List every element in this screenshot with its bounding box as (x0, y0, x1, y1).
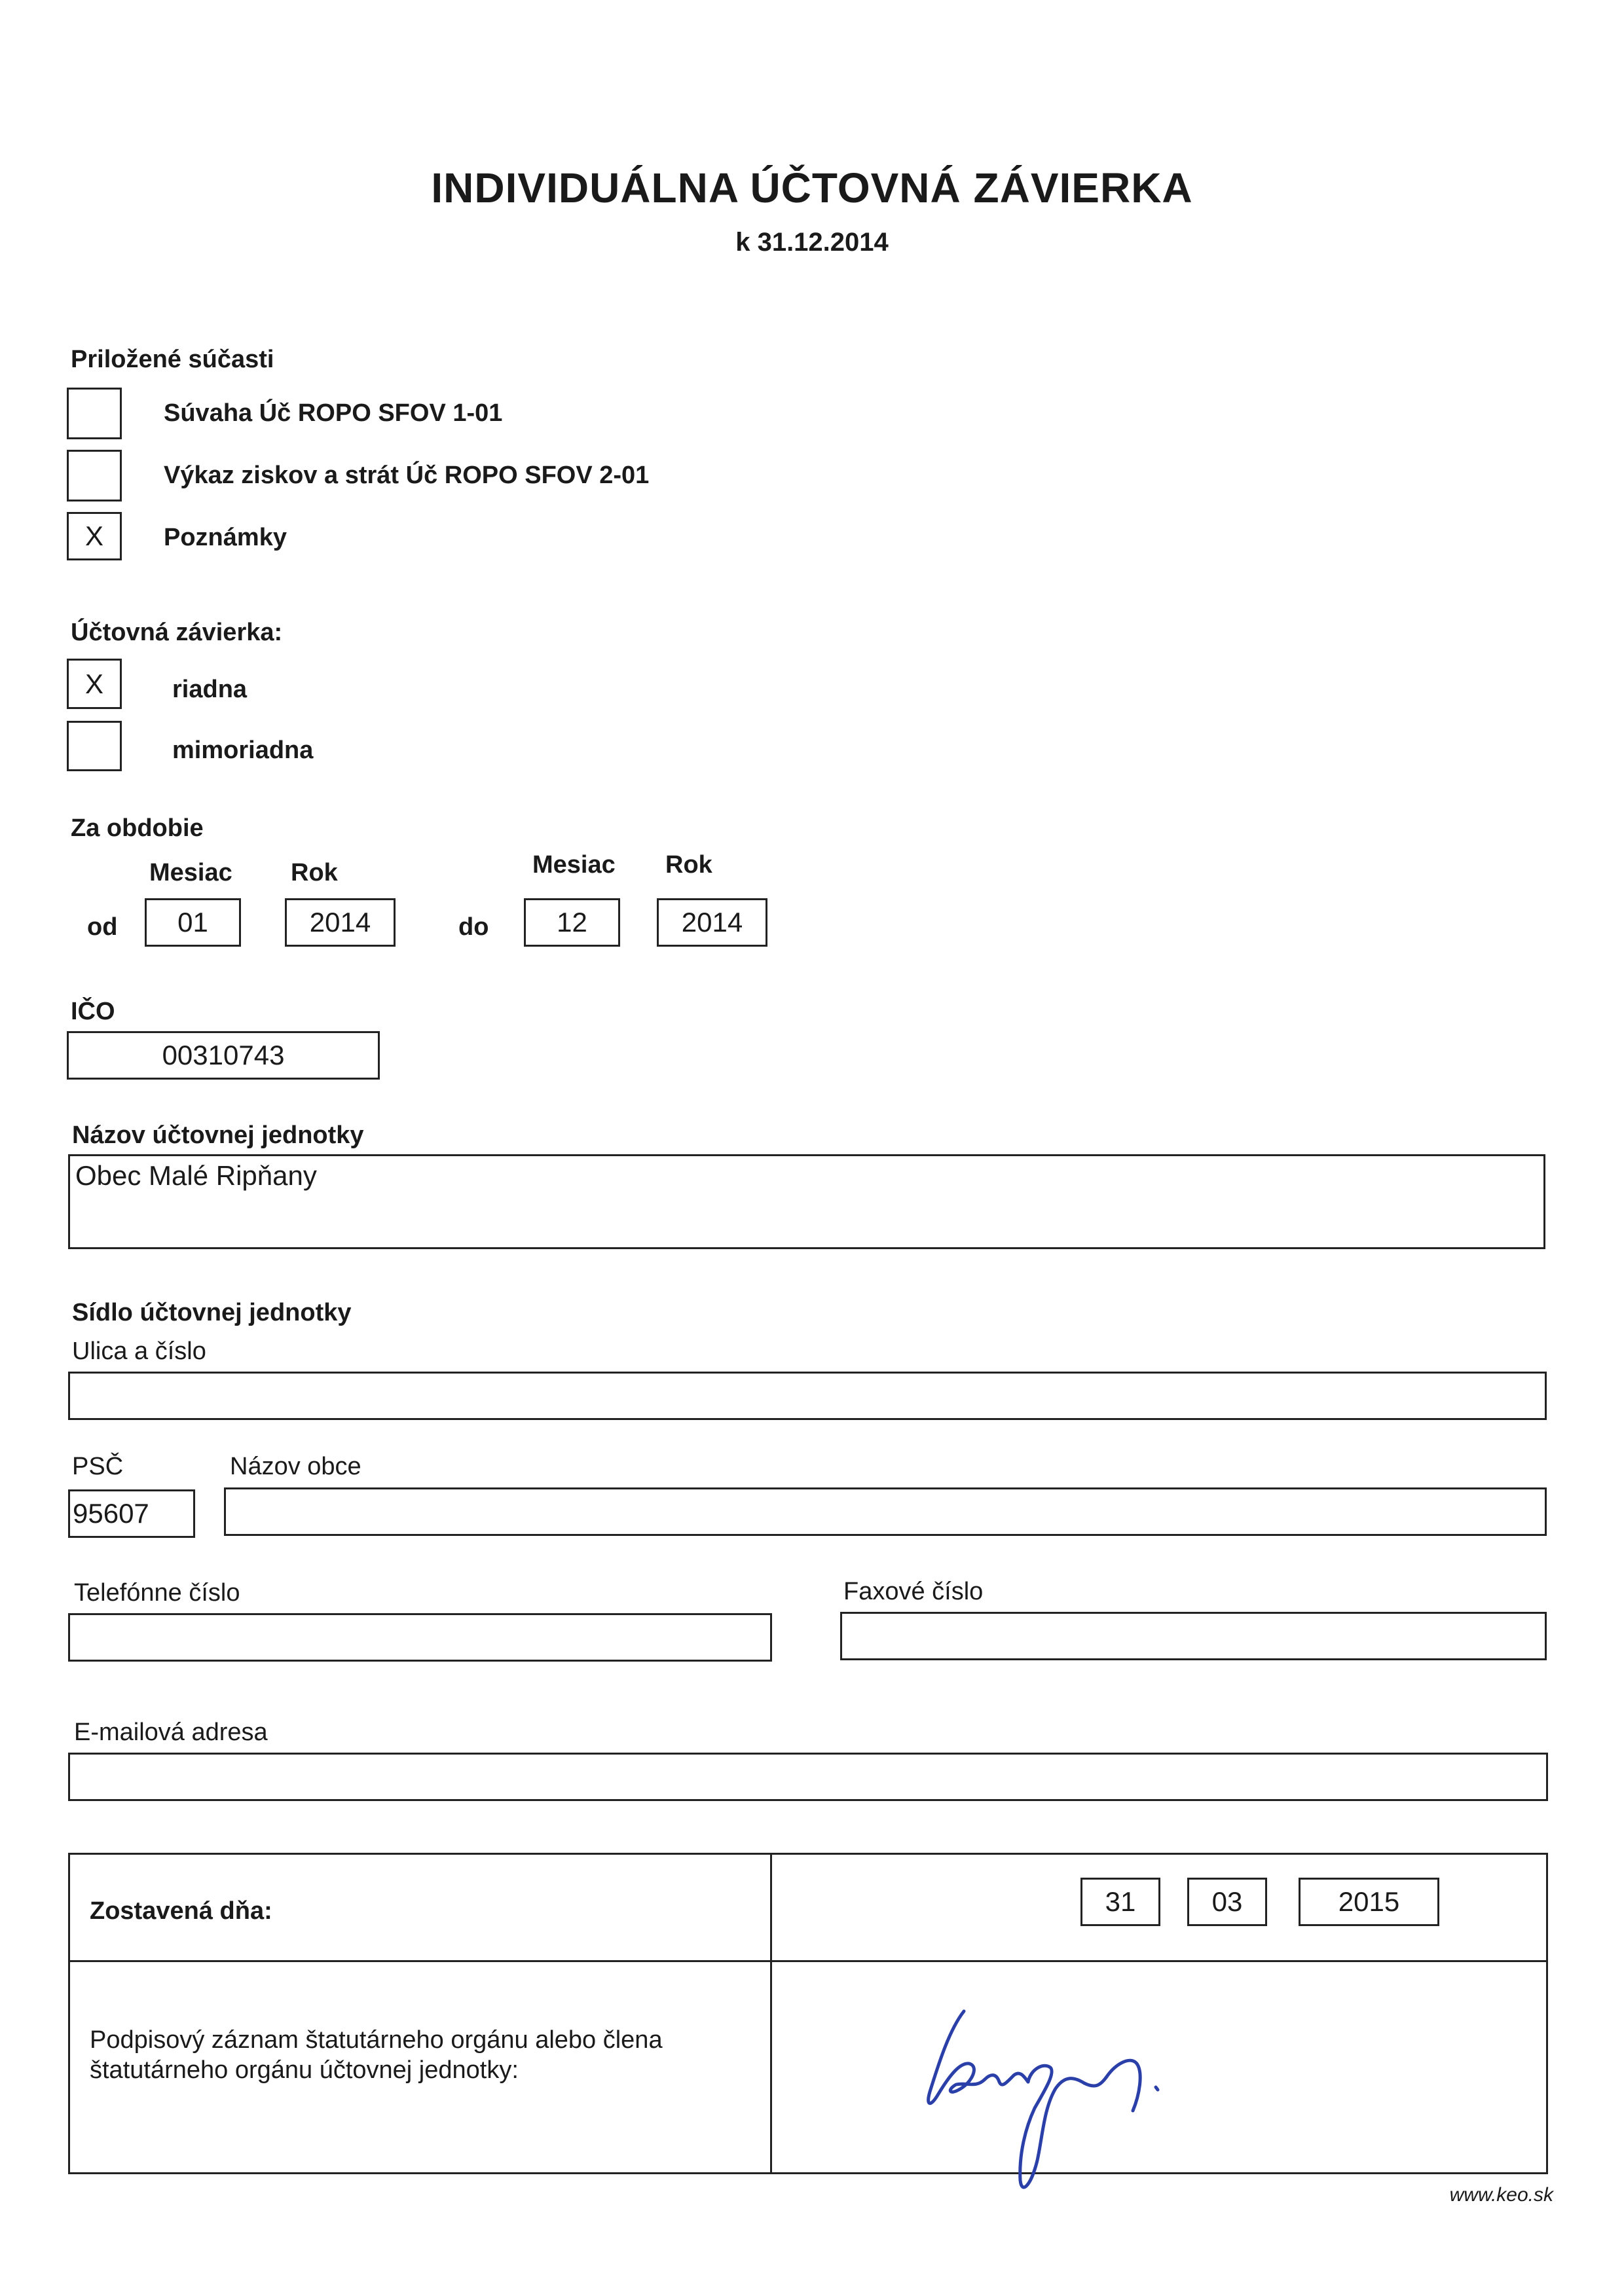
date-year-field[interactable]: 2015 (1299, 1878, 1439, 1926)
date-month-field[interactable]: 03 (1187, 1878, 1267, 1926)
street-label: Ulica a číslo (72, 1338, 206, 1365)
period-from-label: od (87, 913, 118, 941)
period-heading: Za obdobie (71, 814, 204, 842)
street-field[interactable] (68, 1372, 1547, 1420)
label-mimoriadna: mimoriadna (172, 737, 314, 764)
table-column-divider (770, 1853, 772, 2174)
ico-label: IČO (71, 998, 115, 1025)
entity-name-field[interactable]: Obec Malé Ripňany (68, 1154, 1545, 1249)
period-to-label: do (458, 913, 489, 941)
fax-field[interactable] (840, 1612, 1547, 1660)
date-compiled-label: Zostavená dňa: (90, 1897, 272, 1925)
period-to-year-label: Rok (665, 851, 712, 879)
table-row-divider (68, 1960, 1548, 1962)
ico-field[interactable]: 00310743 (67, 1031, 380, 1080)
checkbox-poznamky[interactable]: X (67, 512, 122, 560)
period-to-month-field[interactable]: 12 (524, 898, 620, 947)
psc-label: PSČ (72, 1453, 124, 1480)
email-field[interactable] (68, 1753, 1548, 1801)
checkbox-riadna[interactable]: X (67, 659, 122, 709)
document-title: INDIVIDUÁLNA ÚČTOVNÁ ZÁVIERKA (431, 164, 1193, 211)
label-suvaha: Súvaha Úč ROPO SFOV 1-01 (164, 399, 503, 427)
date-day-field[interactable]: 31 (1080, 1878, 1160, 1926)
seat-heading: Sídlo účtovnej jednotky (72, 1299, 352, 1326)
city-field[interactable] (224, 1487, 1547, 1536)
signature-label (90, 2025, 663, 2085)
footer-url: www.keo.sk (1449, 2184, 1553, 2206)
signature-label-line1: Podpisový záznam štatutárneho orgánu alebo člena (90, 2026, 663, 2054)
phone-label: Telefónne číslo (74, 1579, 240, 1607)
closing-type-heading: Účtovná závierka: (71, 619, 283, 646)
phone-field[interactable] (68, 1613, 772, 1662)
period-from-year-label: Rok (291, 859, 338, 886)
email-label: E-mailová adresa (74, 1719, 268, 1746)
fax-label: Faxové číslo (843, 1578, 984, 1605)
label-vykaz: Výkaz ziskov a strát Úč ROPO SFOV 2-01 (164, 462, 650, 489)
checkbox-suvaha[interactable] (67, 388, 122, 439)
period-from-year-field[interactable]: 2014 (285, 898, 396, 947)
period-to-year-field[interactable]: 2014 (657, 898, 767, 947)
components-heading: Priložené súčasti (71, 346, 274, 373)
entity-name-label: Názov účtovnej jednotky (72, 1121, 364, 1149)
label-poznamky: Poznámky (164, 524, 287, 551)
period-from-month-label: Mesiac (149, 859, 232, 886)
checkbox-vykaz[interactable] (67, 450, 122, 501)
signature-label-line2: štatutárneho orgánu účtovnej jednotky: (90, 2056, 519, 2084)
document-date: k 31.12.2014 (735, 228, 889, 257)
checkbox-mimoriadna[interactable] (67, 721, 122, 771)
label-riadna: riadna (172, 676, 248, 703)
handwritten-signature (904, 1990, 1179, 2200)
period-to-month-label: Mesiac (532, 851, 616, 879)
period-from-month-field[interactable]: 01 (145, 898, 241, 947)
city-label: Názov obce (230, 1453, 361, 1480)
psc-field[interactable]: 95607 (68, 1489, 195, 1538)
